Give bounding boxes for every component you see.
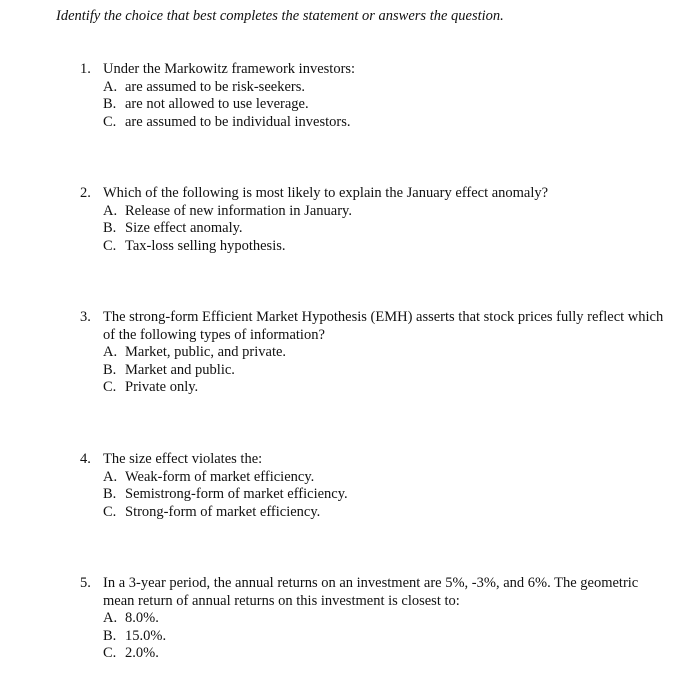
options-list	[103, 344, 670, 397]
question-4	[80, 451, 670, 521]
question-stem	[80, 451, 670, 469]
question-stem	[80, 61, 670, 79]
question-text: The strong-form Efficient Market Hypothesis (EMH) asserts that stock prices fully reflect which of the following types of information?	[103, 309, 664, 343]
option-b[interactable]	[103, 628, 670, 646]
question-text: Under the Markowitz framework investors:	[103, 61, 356, 77]
question-2	[80, 185, 670, 255]
option-letter: C.	[103, 379, 117, 395]
option-letter: A.	[103, 344, 118, 360]
instructions: Identify the choice that best completes the statement or answers the question.	[56, 8, 504, 24]
option-text: 8.0%.	[125, 610, 159, 626]
options-list	[103, 610, 670, 663]
option-b[interactable]	[103, 220, 670, 238]
question-stem	[80, 185, 670, 203]
option-text: 15.0%.	[125, 627, 167, 644]
option-c[interactable]	[103, 238, 670, 256]
option-text: Private only.	[125, 379, 199, 395]
option-text: Size effect anomaly.	[125, 220, 243, 236]
option-letter: C.	[103, 645, 117, 661]
option-text: Weak-form of market efficiency.	[125, 468, 315, 485]
option-letter: A.	[103, 468, 118, 485]
options-list	[103, 469, 670, 522]
option-text: Market, public, and private.	[125, 344, 287, 360]
option-a[interactable]	[103, 344, 670, 362]
options-list	[103, 79, 670, 132]
option-text: Strong-form of market efficiency.	[125, 503, 321, 520]
option-a[interactable]	[103, 203, 670, 221]
option-text: Tax-loss selling hypothesis.	[125, 237, 286, 254]
question-stem	[80, 309, 670, 344]
option-b[interactable]	[103, 362, 670, 380]
question-5	[80, 575, 670, 663]
option-b[interactable]	[103, 486, 670, 504]
question-text: The size effect violates the:	[103, 451, 263, 467]
option-letter: C.	[103, 503, 117, 520]
option-text: Release of new information in January.	[125, 202, 352, 219]
question-number: 5.	[80, 575, 91, 591]
question-number: 4.	[80, 451, 91, 467]
option-letter: C.	[103, 237, 117, 254]
option-text: 2.0%.	[125, 645, 159, 661]
option-a[interactable]	[103, 610, 670, 628]
question-stem	[80, 575, 670, 610]
option-c[interactable]	[103, 645, 670, 663]
question-3	[80, 309, 670, 397]
option-letter: B.	[103, 96, 117, 112]
option-text: are not allowed to use leverage.	[125, 96, 309, 112]
option-letter: B.	[103, 361, 117, 378]
option-b[interactable]	[103, 96, 670, 114]
question-text: Which of the following is most likely to explain the January effect anomaly?	[103, 185, 549, 201]
option-letter: B.	[103, 627, 117, 644]
question-number: 2.	[80, 185, 91, 201]
option-letter: A.	[103, 78, 118, 95]
option-letter: B.	[103, 486, 117, 502]
option-letter: A.	[103, 610, 118, 626]
option-c[interactable]	[103, 504, 670, 522]
question-1	[80, 61, 670, 131]
option-text: are assumed to be individual investors.	[125, 113, 351, 130]
option-letter: C.	[103, 113, 117, 130]
option-a[interactable]	[103, 79, 670, 97]
option-text: are assumed to be risk-seekers.	[125, 78, 305, 95]
question-number: 3.	[80, 309, 91, 325]
option-letter: A.	[103, 202, 118, 219]
options-list	[103, 203, 670, 256]
option-c[interactable]	[103, 114, 670, 132]
option-text: Market and public.	[125, 361, 235, 378]
question-number: 1.	[80, 61, 91, 77]
option-c[interactable]	[103, 379, 670, 397]
option-a[interactable]	[103, 469, 670, 487]
option-text: Semistrong-form of market efficiency.	[125, 486, 348, 502]
question-text: In a 3-year period, the annual returns on an investment are 5%, -3%, and 6%. The geometric mean return of annual returns on this investment is closest to:	[103, 575, 639, 609]
option-letter: B.	[103, 220, 117, 236]
